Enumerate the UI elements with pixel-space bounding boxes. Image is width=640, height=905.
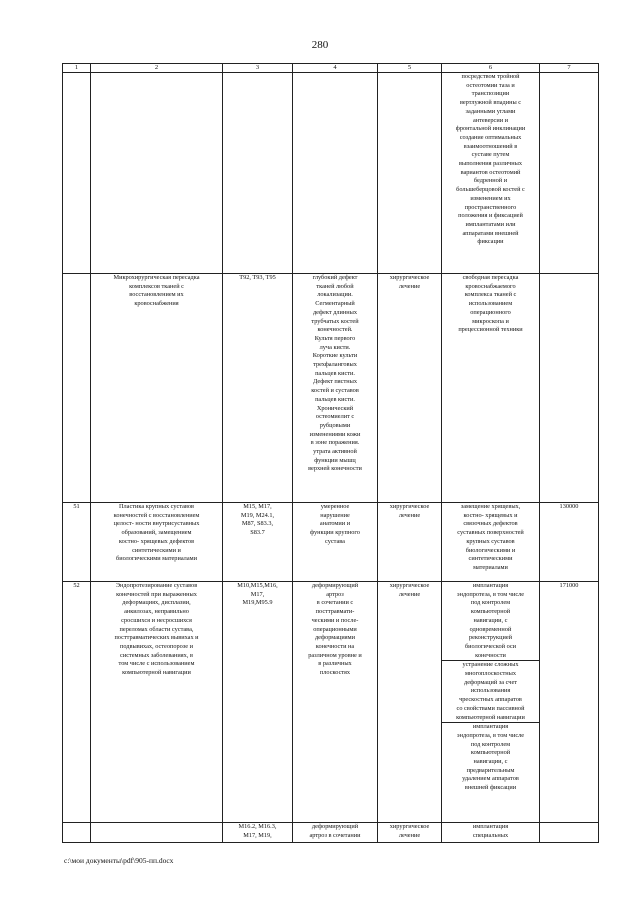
text-line: Пластика крупных суставов — [118, 503, 195, 510]
text-line: внешней фиксации — [464, 784, 517, 792]
text-line: M17, M19, — [243, 831, 272, 839]
text-line: функции мышц — [314, 456, 356, 464]
diagnosis-cell — [293, 503, 378, 582]
text-line: специальных — [472, 831, 509, 839]
text-line: трубчатых костей — [311, 317, 359, 325]
text-line: лечение — [398, 282, 421, 290]
text-line: утрата активной — [313, 448, 357, 456]
text-line: комплекса тканей с — [464, 291, 517, 299]
text-line: фиксации — [477, 238, 504, 246]
text-line: эндопротеза, в том числе — [456, 590, 525, 598]
text-line: M15, M17, — [243, 503, 272, 510]
text-line: M16.2, M16.3, — [238, 823, 277, 830]
text-line: системных заболеваниях, в — [120, 651, 193, 659]
text-line: M17, — [250, 590, 265, 598]
text-line: целост- ности внутрисуставных — [113, 520, 200, 528]
text-line: свободная пересадка — [462, 274, 519, 281]
header-cell: 7 — [540, 64, 599, 73]
text-line: деформаций за счет — [463, 678, 518, 686]
table-row — [63, 582, 599, 823]
text-line: посттравматических вывихах и — [114, 634, 199, 642]
text-line: Микрохирургическая пересадка — [113, 274, 200, 281]
text-line: деформирующий — [311, 823, 359, 830]
text-line: M19,M95.9 — [242, 599, 273, 607]
text-line: костей и суставов — [311, 387, 359, 395]
text-line: 51 — [73, 503, 80, 510]
text-line: имплантация — [472, 823, 509, 830]
text-line: хирургическое — [389, 823, 430, 830]
text-line: умеренное — [320, 503, 350, 510]
text-line: M19, M24.1, — [240, 511, 275, 519]
procedure-name-cell — [91, 503, 223, 582]
text-line: микроскопа и — [472, 317, 509, 325]
text-line: изменением их — [470, 194, 511, 202]
text-line: выполнения различных — [458, 160, 522, 168]
text-line: хирургическое — [389, 503, 430, 510]
procedures-table — [62, 63, 599, 843]
text-line: Культя первого — [314, 334, 356, 342]
text-line: 130000 — [559, 503, 579, 510]
text-line: конечностей при выраженных — [116, 590, 197, 598]
text-line: локализации. — [317, 291, 353, 299]
text-line: пальцев кисти. — [315, 369, 355, 377]
text-line: лечение — [398, 831, 421, 839]
text-line: предварительным — [466, 766, 515, 774]
text-line: анатомии и — [319, 520, 351, 528]
method-subcell — [442, 582, 539, 660]
text-line: под контролем — [470, 740, 511, 748]
text-line: в сочетании с — [316, 599, 354, 607]
text-line: устранение сложных — [462, 661, 519, 669]
method-subcell — [442, 660, 539, 722]
method-cell — [442, 274, 540, 503]
text-line: под контролем — [470, 599, 511, 607]
text-line: деформирующий — [311, 582, 359, 589]
text-line: 171000 — [559, 582, 579, 589]
text-line: образований, замещением — [121, 529, 192, 537]
cost-cell — [540, 503, 599, 582]
text-line: аппаратами внешней — [462, 229, 519, 237]
text-line: артроз — [326, 590, 344, 598]
text-line: биологическими и — [465, 546, 516, 554]
text-line: восстановлением их — [129, 291, 184, 299]
text-line: использования — [470, 687, 511, 695]
row-number-cell — [63, 503, 91, 582]
page-number: 280 — [311, 39, 329, 51]
text-line: изменениями кожи — [309, 430, 361, 438]
text-line: взаимоотношений в — [463, 142, 518, 150]
text-line: тканей любой — [316, 282, 354, 290]
text-line: вертлужной впадины с — [459, 99, 522, 107]
text-line: в зоне поражения. — [310, 439, 360, 447]
cost-cell — [540, 582, 599, 823]
text-line: M10,M15,M16, — [237, 582, 278, 589]
text-line: связочных дефектов — [463, 520, 518, 528]
text-line: транспозиции — [471, 90, 510, 98]
procedure-name-cell — [91, 274, 223, 503]
text-line: переломах области сустава, — [119, 625, 194, 633]
text-line: пространственного — [464, 203, 517, 211]
text-line: синтетическими — [468, 555, 513, 563]
text-line: операционного — [470, 308, 511, 316]
text-line: конечности на — [315, 642, 355, 650]
text-line: хирургическое — [389, 274, 430, 281]
header-cell: 2 — [91, 64, 223, 73]
text-line: конечностей с восстановлением — [113, 511, 200, 519]
table-row — [63, 823, 599, 843]
icd-code-cell — [223, 274, 293, 503]
text-line: компьютерной навигации — [456, 713, 525, 721]
text-line: компьютерной навигации — [122, 669, 191, 677]
text-line: использованием — [468, 300, 513, 308]
text-line: реконструкцией — [468, 634, 512, 642]
text-line: хирургическое — [389, 582, 430, 589]
text-line: функции крупного — [310, 529, 360, 537]
text-line: том числе с использованием — [118, 660, 195, 668]
text-line: операционными — [313, 625, 357, 633]
text-line: плоскостях — [319, 669, 351, 677]
icd-code-cell — [223, 823, 293, 843]
row-number-cell — [63, 582, 91, 823]
text-line: фронтальной инклинации — [455, 125, 526, 133]
text-line: дефект длинных — [312, 308, 358, 316]
icd-code-cell — [223, 582, 293, 823]
text-line: материалами — [473, 563, 508, 571]
text-line: навигации, с — [473, 758, 508, 766]
text-line: прецессионной техники — [458, 326, 523, 334]
method-cell — [442, 73, 540, 274]
text-line: подвывихах, остеопорозе и — [119, 642, 194, 650]
text-line: артроз в сочетании — [309, 831, 361, 839]
text-line: костно- хрящевых дефектов — [118, 537, 195, 545]
header-cell: 6 — [442, 64, 540, 73]
method-cell — [442, 503, 540, 582]
text-line: крупных суставов — [466, 537, 515, 545]
treatment-type-cell — [378, 503, 442, 582]
diagnosis-cell — [293, 582, 378, 823]
text-line: большеберцовой костей с — [456, 186, 525, 194]
table-row — [63, 73, 599, 274]
text-line: ческими и после- — [311, 616, 359, 624]
text-line: кровоснабжения — [134, 300, 179, 308]
text-line: Хронический — [316, 404, 354, 412]
text-line: компьютерной — [470, 749, 511, 757]
text-line: многоплоскостных — [464, 670, 517, 678]
text-line: бедренной и — [473, 177, 508, 185]
text-line: глубокий дефект — [312, 274, 358, 281]
text-line: положения и фиксацией — [458, 212, 523, 220]
text-line: Эндопротезирование суставов — [115, 582, 198, 589]
method-subcell — [442, 722, 539, 793]
header-cell: 4 — [293, 64, 378, 73]
text-line: различном уровне и — [308, 651, 362, 659]
icd-code-cell — [223, 503, 293, 582]
text-line: в различных — [318, 660, 352, 668]
header-cell: 3 — [223, 64, 293, 73]
text-line: замещение хрящевых, — [460, 503, 521, 510]
text-line: суставных поверхностей — [457, 529, 524, 537]
text-line: вариантов остеотомий — [460, 168, 521, 176]
text-line: одновременной — [469, 625, 512, 633]
header-row — [63, 64, 599, 73]
text-line: удалением аппаратов — [462, 775, 519, 783]
diagnosis-cell — [293, 274, 378, 503]
procedure-name-cell — [91, 582, 223, 823]
text-line: M87, S83.3, — [241, 520, 274, 528]
text-line: имплантация — [472, 723, 509, 731]
text-line: синтетическими и — [132, 546, 181, 554]
text-line: со свойствами пассивной — [456, 704, 525, 712]
text-line: компьютерной — [470, 608, 511, 616]
diagnosis-cell — [293, 823, 378, 843]
treatment-type-cell — [378, 274, 442, 503]
text-line: луча кисти. — [319, 343, 351, 351]
text-line: имплантация — [472, 582, 509, 589]
treatment-type-cell — [378, 582, 442, 823]
text-line: 52 — [73, 582, 80, 589]
header-cell: 5 — [378, 64, 442, 73]
table-row — [63, 274, 599, 503]
text-line: сустава — [325, 537, 345, 545]
text-line: S83.7 — [250, 529, 265, 537]
header-cell: 1 — [63, 64, 91, 73]
text-line: заданными углами — [465, 107, 516, 115]
text-line: навигации, с — [473, 616, 508, 624]
text-line: конечностей. — [317, 326, 353, 334]
text-line: биологической оси — [464, 642, 517, 650]
text-line: комплексов тканей с — [129, 282, 184, 290]
text-line: биологическими материалами — [116, 555, 197, 563]
text-line: лечение — [398, 511, 421, 519]
text-line: конечности — [475, 651, 506, 659]
text-line: остеотомии таза и — [466, 81, 515, 89]
method-cell — [442, 823, 540, 843]
text-line: кровоснабжаемого — [465, 282, 516, 290]
text-line: лечение — [398, 590, 421, 598]
text-line: имплантатами или — [465, 220, 516, 228]
text-line: T92, T93, T95 — [239, 274, 276, 281]
text-line: остеомиелит с — [315, 413, 355, 421]
text-line: верхней конечности — [308, 465, 362, 473]
text-line: рубцовыми — [319, 421, 351, 429]
table-row — [63, 503, 599, 582]
text-line: деформациях, дисплазии, — [122, 599, 191, 607]
text-line: создание оптимальных — [459, 133, 522, 141]
text-line: эндопротеза, в том числе — [456, 731, 525, 739]
text-line: Сегментарный — [315, 300, 355, 308]
text-line: деформациями — [314, 634, 356, 642]
text-line: анкилозах, неправильно — [124, 608, 189, 616]
text-line: Дефект пястных — [313, 378, 357, 386]
text-line: костно- хрящевых и — [463, 511, 518, 519]
treatment-type-cell — [378, 823, 442, 843]
text-line: чрескостных аппаратов — [459, 696, 522, 704]
text-line: сросшихся и несросшихся — [121, 616, 192, 624]
text-line: пальцев кисти. — [315, 395, 355, 403]
text-line: антеверсии и — [472, 116, 509, 124]
text-line: суставе путем — [471, 151, 510, 159]
text-line: посттравмати- — [315, 608, 355, 616]
text-line: посредством тройной — [461, 73, 520, 80]
method-cell — [442, 582, 540, 823]
text-line: трехфаланговых — [313, 361, 357, 369]
file-path-footer: c:\мои документы\pdf\905-пп.docx — [64, 856, 174, 865]
text-line: нарушение — [320, 511, 350, 519]
text-line: Короткие культи — [312, 352, 358, 360]
